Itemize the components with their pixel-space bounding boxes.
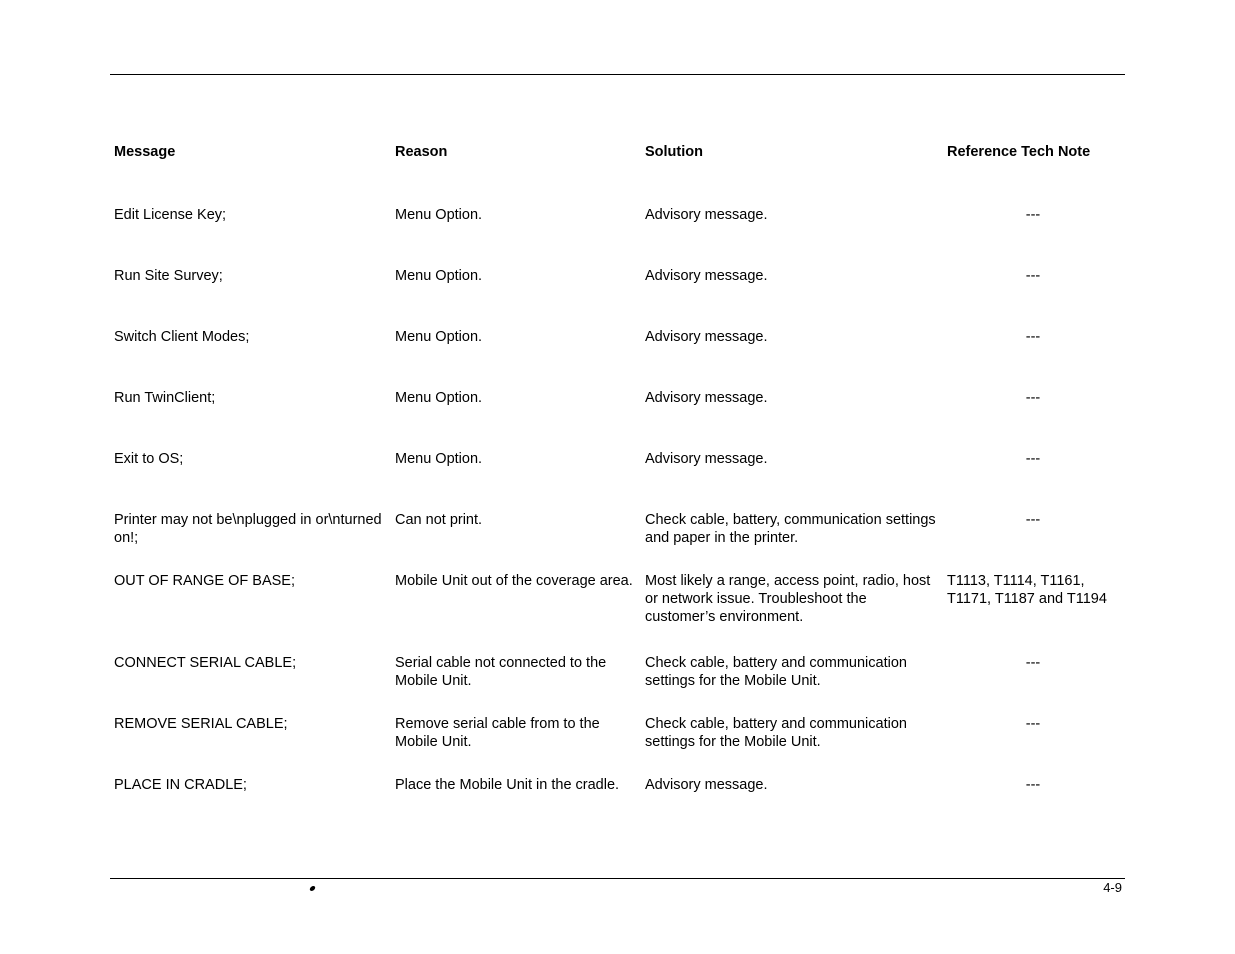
reference-cell: ---: [1025, 268, 1041, 284]
reference-cell: ---: [1025, 390, 1041, 406]
solution-cell: Advisory message.: [645, 268, 768, 284]
reason-cell: Mobile Unit out of the coverage area.: [395, 573, 633, 589]
message-cell: Printer may not be\nplugged in or\nturned on!;: [114, 512, 382, 546]
message-cell: Run TwinClient;: [114, 390, 216, 406]
footer-rule: [110, 878, 1125, 879]
reference-cell: ---: [1025, 451, 1041, 467]
column-header-reference: Reference Tech Note: [947, 144, 1091, 160]
reason-cell: Place the Mobile Unit in the cradle.: [395, 777, 620, 793]
solution-cell: Advisory message.: [645, 390, 768, 406]
solution-cell: Advisory message.: [645, 207, 768, 223]
reason-cell: Menu Option.: [395, 329, 483, 345]
table-header-row: [114, 143, 1124, 206]
message-cell: Switch Client Modes;: [114, 329, 250, 345]
solution-cell: Check cable, battery, communication settings and paper in the printer.: [645, 512, 936, 546]
table-row: [114, 511, 1124, 572]
solution-cell: Advisory message.: [645, 451, 768, 467]
table-row: [114, 389, 1124, 450]
column-header-solution: Solution: [645, 144, 703, 160]
message-cell: OUT OF RANGE OF BASE;: [114, 573, 296, 589]
reason-cell: Remove serial cable from to the Mobile Unit.: [395, 716, 600, 750]
reference-cell: ---: [1025, 207, 1041, 223]
message-cell: PLACE IN CRADLE;: [114, 777, 247, 793]
header-rule: [110, 74, 1125, 75]
reason-cell: Can not print.: [395, 512, 483, 528]
solution-cell: Check cable, battery and communication settings for the Mobile Unit.: [645, 655, 907, 689]
page-number: 4-9: [1103, 880, 1122, 895]
reference-cell: ---: [1025, 329, 1041, 345]
reference-cell: ---: [1025, 655, 1041, 671]
reference-cell: T1113, T1114, T1161, T1171, T1187 and T1194: [947, 573, 1107, 607]
table-row: [114, 776, 1124, 837]
solution-cell: Advisory message.: [645, 777, 768, 793]
message-cell: Run Site Survey;: [114, 268, 223, 284]
reason-cell: Menu Option.: [395, 451, 483, 467]
reference-cell: ---: [1025, 777, 1041, 793]
table-row: [114, 715, 1124, 776]
column-header-reason: Reason: [395, 144, 448, 160]
message-cell: Exit to OS;: [114, 451, 184, 467]
table-row: [114, 328, 1124, 389]
messages-table: [114, 143, 1124, 837]
reason-cell: Menu Option.: [395, 390, 483, 406]
table-row: [114, 267, 1124, 328]
solution-cell: Advisory message.: [645, 329, 768, 345]
solution-cell: Check cable, battery and communication settings for the Mobile Unit.: [645, 716, 907, 750]
column-header-message: Message: [114, 144, 176, 160]
reason-cell: Serial cable not connected to the Mobile Unit.: [395, 655, 607, 689]
message-cell: CONNECT SERIAL CABLE;: [114, 655, 297, 671]
message-cell: REMOVE SERIAL CABLE;: [114, 716, 288, 732]
solution-cell: Most likely a range, access point, radio, host or network issue. Troubleshoot the customer’s environment.: [645, 573, 931, 625]
table-row: [114, 572, 1124, 654]
message-cell: Edit License Key;: [114, 207, 227, 223]
table-row: [114, 206, 1124, 267]
reference-cell: ---: [1025, 716, 1041, 732]
table-row: [114, 654, 1124, 715]
reference-cell: ---: [1025, 512, 1041, 528]
footer-bullet-mark: [309, 886, 316, 891]
reason-cell: Menu Option.: [395, 268, 483, 284]
reason-cell: Menu Option.: [395, 207, 483, 223]
table-row: [114, 450, 1124, 511]
